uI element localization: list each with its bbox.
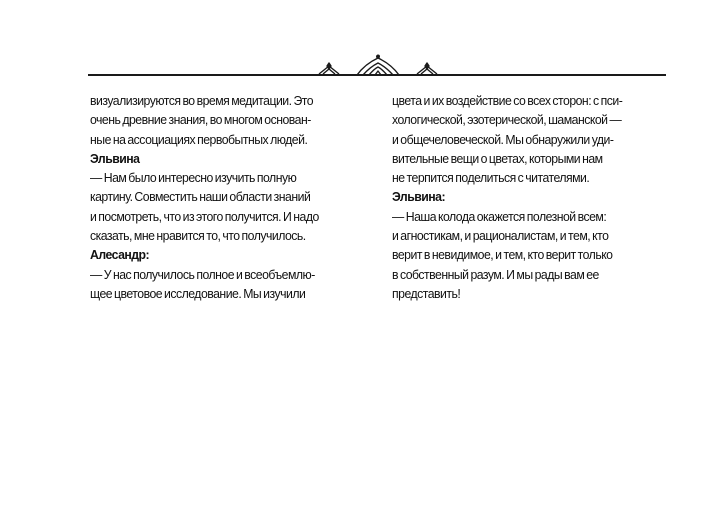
header-rule (88, 74, 666, 76)
text-column-left (90, 91, 372, 303)
text-line: картину. Совместить наши области знаний (90, 189, 311, 205)
text-line: — У нас получилось полное и всеобъемлю- (90, 266, 315, 282)
text-line: представить! (392, 285, 461, 301)
text-line: не терпится поделиться с читателями. (392, 170, 590, 186)
text-line: и агностикам, и рационалистам, и тем, кто (392, 228, 609, 244)
text-line: — Наша колода окажется полезной всем: (392, 208, 607, 224)
text-line: ные на ассоциациях первобытных людей. (90, 131, 308, 147)
text-line: верит в невидимое, и тем, кто верит только (392, 247, 613, 263)
text-line: щее цветовое исследование. Мы изучили (90, 285, 306, 301)
text-line: очень древние знания, во многом основан- (90, 112, 311, 128)
text-line: визуализируются во время медитации. Это (90, 93, 314, 108)
text-line: хологической, эзотерической, шаманской — (392, 112, 622, 128)
speaker-name: Эльвина (90, 150, 140, 166)
text-line: и посмотреть, что из этого получится. И надо (90, 208, 319, 224)
text-line: сказать, мне нравится то, что получилось. (90, 228, 306, 244)
text-line: — Нам было интересно изучить полную (90, 170, 297, 186)
text-line: в собственный разум. И мы рады вам ее (392, 266, 599, 282)
text-column-right (392, 91, 674, 303)
speaker-name: Алесандр: (90, 247, 150, 263)
speaker-name: Эльвина: (392, 189, 446, 205)
text-line: и общечеловеческой. Мы обнаружили уди- (392, 131, 614, 147)
text-line: цвета и их воздействие со всех сторон: с пси- (392, 93, 623, 108)
text-line: вительные вещи о цветах, которыми нам (392, 150, 603, 166)
